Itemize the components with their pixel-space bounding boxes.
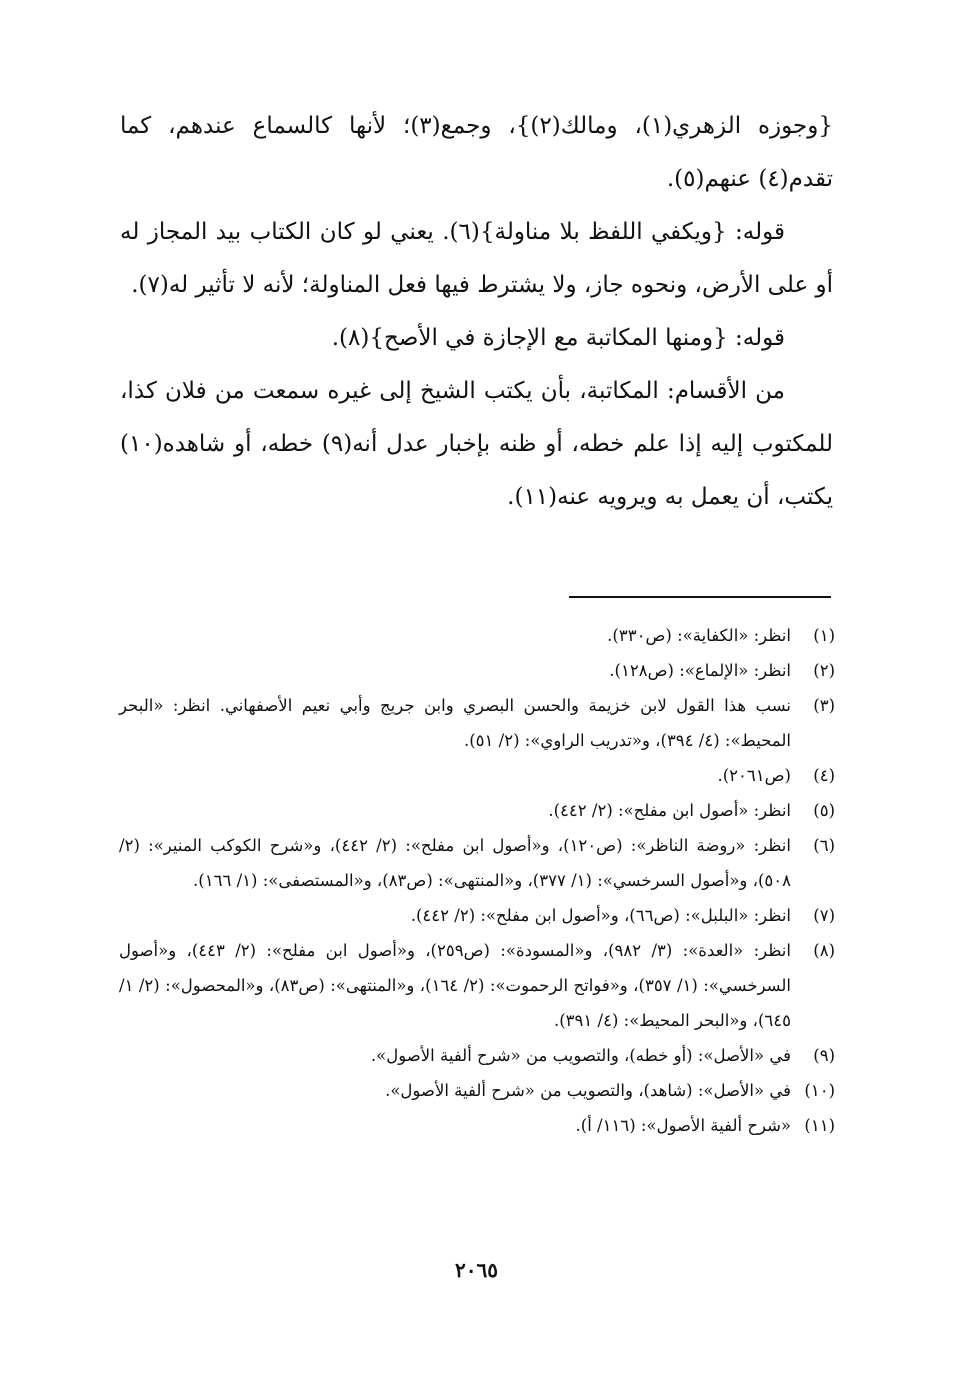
footnote-1 — [119, 618, 835, 653]
footnote-text: انظر: «روضة الناظر»: (ص١٢٠)، و«أصول ابن مفلح»: (٢/ ٤٤٢)، و«شرح الكوكب المنير»: (٢/ ٥٠٨)، و«أصول السرخسي»: (١/ ٣٧٧)، و«المنتهى»: (ص٨٣)، و«المستصفى»: (١/ ١٦٦). — [119, 836, 791, 890]
footnote-number: (٥) — [813, 801, 835, 820]
footnote-number: (٨) — [813, 941, 835, 960]
footnote-text: انظر: «الكفاية»: (ص٣٣٠). — [607, 626, 791, 645]
footnote-number: (٩) — [813, 1046, 835, 1065]
footnote-separator — [569, 596, 831, 598]
footnote-number: (٣) — [813, 696, 835, 715]
footnote-4 — [119, 758, 835, 793]
footnote-text: انظر: «العدة»: (٣/ ٩٨٢)، و«المسودة»: (ص٢٥٩)، و«أصول ابن مفلح»: (٢/ ٤٤٣)، و«أصول السرخسي»: (١/ ٣٥٧)، و«فواتح الرحموت»: (٢/ ١٦٤)، و«المنتهى»: (ص٨٣)، و«المحصول»: (٢/ ١/ ٦٤٥)، و«البحر المحيط»: (٤/ ٣٩١). — [119, 941, 792, 1030]
footnote-text: (ص٢٠٦١). — [717, 766, 791, 785]
footnote-text: في «الأصل»: (أو خطه)، والتصويب من «شرح ألفية الأصول». — [370, 1046, 791, 1065]
page-number: ٢٠٦٥ — [455, 1258, 498, 1282]
paragraph-mukataba-heading: قوله: {ومنها المكاتبة مع الإجازة في الأصح}(٨). — [331, 325, 785, 351]
footnote-7 — [119, 898, 835, 933]
footnote-text: «شرح ألفية الأصول»: (١١٦/ أ). — [575, 1116, 791, 1135]
footnote-text: نسب هذا القول لابن خزيمة والحسن البصري وابن جريج وأبي نعيم الأصفهاني. انظر: «البحر المحيط»: (٤/ ٣٩٤)، و«تدريب الراوي»: (٢/ ٥١). — [119, 696, 791, 750]
footnote-text: انظر: «أصول ابن مفلح»: (٢/ ٤٤٢). — [548, 801, 791, 820]
footnote-10 — [119, 1073, 835, 1108]
footnote-number: (١٠) — [804, 1081, 835, 1100]
paragraph-zuhri: {وجوزه الزهري(١)، ومالك(٢)}، وجمع(٣)؛ لأنها كالسماع عندهم، كما تقدم(٤) عنهم(٥). — [120, 113, 833, 192]
footnote-number: (٦) — [813, 836, 835, 855]
paragraph-lafz-bila-munawala: قوله: {ويكفي اللفظ بلا مناولة}(٦). يعني لو كان الكتاب بيد المجاز له أو على الأرض، ونحوه جاز، ولا يشترط فيها فعل المناولة؛ لأنه لا تأثير له(٧). — [120, 219, 833, 298]
footnote-number: (٧) — [813, 906, 835, 925]
footnote-number: (١) — [813, 626, 835, 645]
footnote-5 — [119, 793, 835, 828]
footnote-11 — [119, 1108, 835, 1143]
main-text — [120, 100, 833, 524]
footnote-number: (٢) — [813, 661, 835, 680]
footnote-text: انظر: «البلبل»: (ص٦٦)، و«أصول ابن مفلح»: (٢/ ٤٤٢). — [410, 906, 791, 925]
footnote-9 — [119, 1038, 835, 1073]
footnote-number: (٤) — [813, 766, 835, 785]
footnote-2 — [119, 653, 835, 688]
footnote-3 — [119, 688, 835, 758]
paragraph-mukataba-definition: من الأقسام: المكاتبة، بأن يكتب الشيخ إلى غيره سمعت من فلان كذا، للمكتوب إليه إذا علم خطه، أو ظنه بإخبار عدل أنه(٩) خطه، أو شاهده(١٠) يكتب، أن يعمل به ويرويه عنه(١١). — [120, 378, 833, 510]
footnotes-list — [119, 618, 835, 1143]
footnote-text: انظر: «الإلماع»: (ص١٢٨). — [609, 661, 791, 680]
footnote-number: (١١) — [804, 1116, 835, 1135]
footnote-8 — [119, 933, 835, 1038]
footnote-6 — [119, 828, 835, 898]
footnote-text: في «الأصل»: (شاهد)، والتصويب من «شرح ألفية الأصول». — [385, 1081, 791, 1100]
